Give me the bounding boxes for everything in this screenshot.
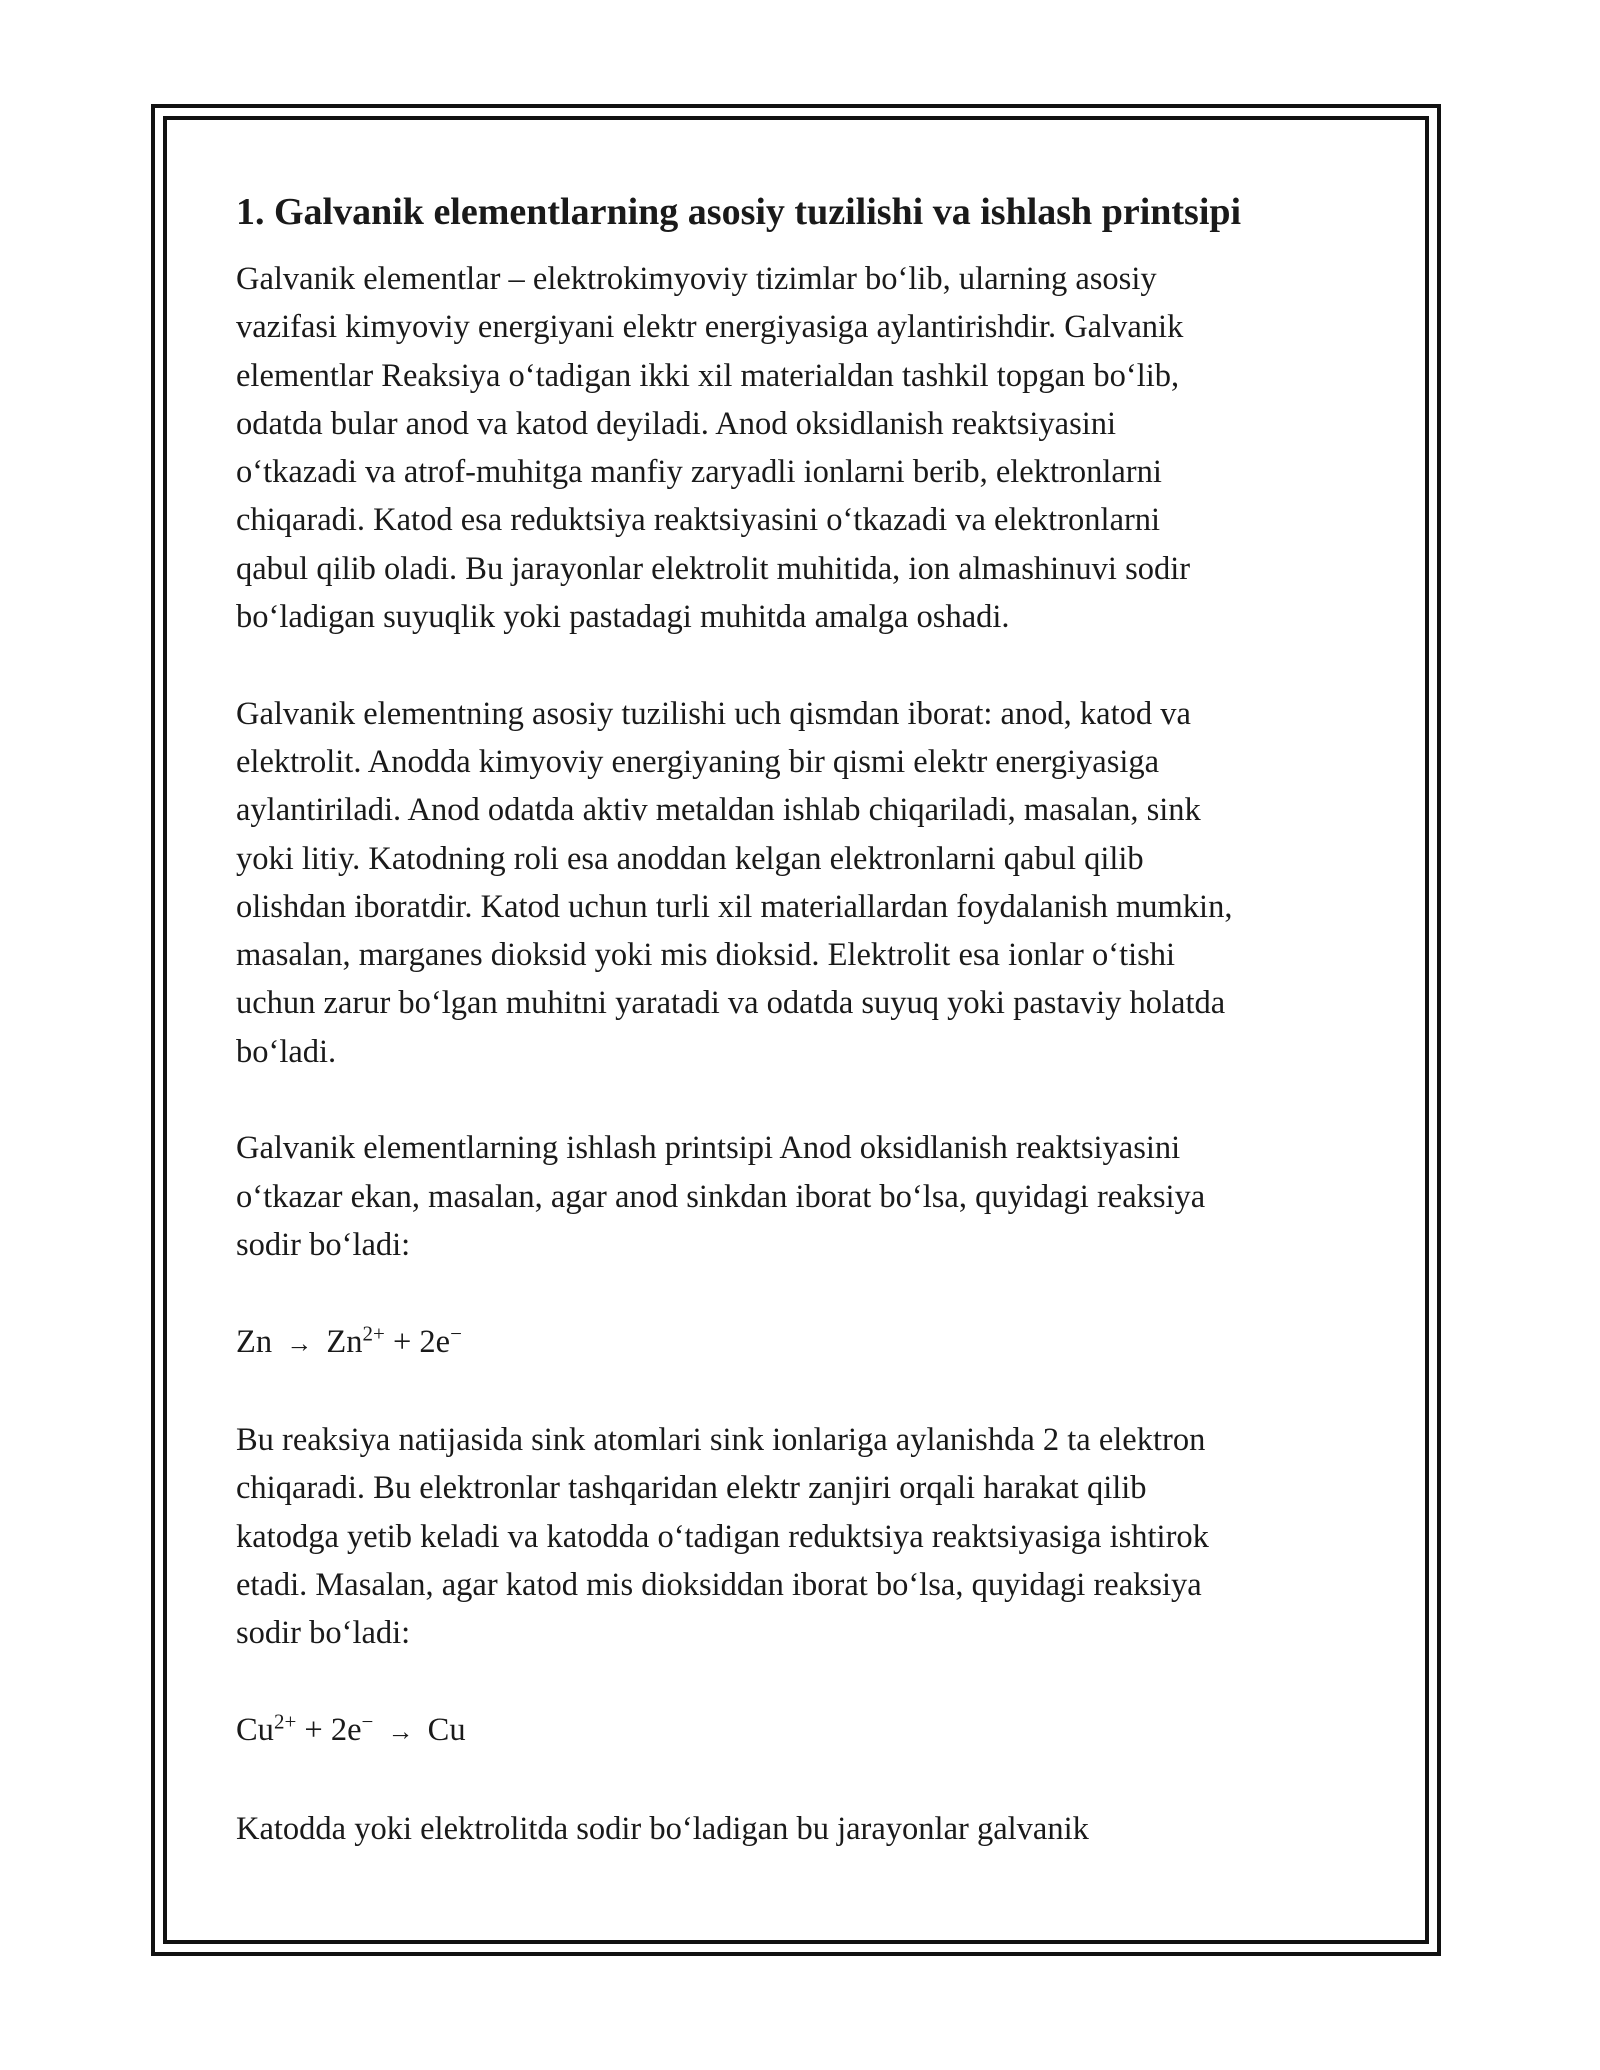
text-line: Galvanik elementning asosiy tuzilishi uch qismdan iborat: anod, katod va	[236, 695, 1191, 732]
text-line: boʻladigan suyuqlik yoki pastadagi muhitda amalga oshadi.	[236, 599, 1010, 636]
text-line: boʻladi.	[236, 1033, 337, 1070]
text-line: Galvanik elementlarning ishlash printsipi Anod oksidlanish reaktsiyasini	[236, 1130, 1181, 1167]
text-line: chiqaradi. Katod esa reduktsiya reaktsiyasini oʻtkazadi va elektronlarni	[236, 502, 1161, 539]
text-line: sodir boʻladi:	[236, 1226, 411, 1263]
paragraph-intro	[236, 255, 1366, 641]
anode-reaction-equation	[236, 1318, 1366, 1368]
text-line: uchun zarur boʻlgan muhitni yaratadi va odatda suyuq yoki pastaviy holatda	[236, 985, 1226, 1022]
document-body	[236, 186, 1366, 1901]
paragraph-closing	[236, 1805, 1366, 1853]
formula-ion: Cu	[236, 1711, 274, 1748]
text-line: oʻtkazadi va atrof-muhitga manfiy zaryadli ionlarni berib, elektronlarni	[236, 454, 1162, 491]
text-line: Bu reaksiya natijasida sink atomlari sink ionlariga aylanishda 2 ta elektron	[236, 1422, 1206, 1459]
text-line: yoki litiy. Katodning roli esa anoddan kelgan elektronlarni qabul qilib	[236, 840, 1144, 877]
formula-electrons: + 2e	[392, 1323, 451, 1360]
text-line: katodga yetib keladi va katodda oʻtadigan reduktsiya reaktsiyasiga ishtirok	[236, 1518, 1209, 1555]
text-line: Galvanik elementlar – elektrokimyoviy tizimlar boʻlib, ularning asosiy	[236, 261, 1157, 297]
formula-ion-charge: 2+	[362, 1320, 385, 1345]
text-line: sodir boʻladi:	[236, 1615, 411, 1652]
text-line: elektrolit. Anodda kimyoviy energiyaning bir qismi elektr energiyasiga	[236, 743, 1160, 780]
text-line: elementlar Reaksiya oʻtadigan ikki xil materialdan tashkil topgan boʻlib,	[236, 357, 1180, 394]
paragraph-structure	[236, 690, 1366, 1076]
text-line: masalan, marganes dioksid yoki mis dioksid. Elektrolit esa ionlar oʻtishi	[236, 937, 1176, 974]
text-line: etadi. Masalan, agar katod mis dioksiddan iborat boʻlsa, quyidagi reaksiya	[236, 1567, 1202, 1604]
cathode-reaction-equation	[236, 1706, 1366, 1756]
text-line: vazifasi kimyoviy energiyani elektr energiyasiga aylantirishdir. Galvanik	[236, 309, 1184, 346]
text-line: aylantiriladi. Anod odatda aktiv metaldan ishlab chiqariladi, masalan, sink	[236, 792, 1201, 829]
paragraph-electrons	[236, 1416, 1366, 1657]
formula-electron-charge: −	[361, 1709, 374, 1734]
formula-product: Cu	[427, 1711, 466, 1748]
formula-reactant: Zn	[236, 1323, 273, 1360]
text-line: odatda bular anod va katod deyiladi. Anod oksidlanish reaktsiyasini	[236, 405, 1117, 442]
section-heading: 1. Galvanik elementlarning asosiy tuzilishi va ishlash printsipi	[236, 191, 1242, 233]
reaction-arrow: →	[286, 1328, 313, 1358]
formula-electron-charge: −	[450, 1320, 462, 1345]
reaction-arrow: →	[387, 1716, 414, 1746]
text-line: oʻtkazar ekan, masalan, agar anod sinkdan iborat boʻlsa, quyidagi reaksiya	[236, 1178, 1206, 1215]
formula-ion: Zn	[326, 1323, 363, 1360]
paragraph-principle	[236, 1124, 1366, 1269]
text-line: olishdan iboratdir. Katod uchun turli xil materiallardan foydalanish mumkin,	[236, 888, 1233, 925]
text-line: chiqaradi. Bu elektronlar tashqaridan elektr zanjiri orqali harakat qilib	[236, 1470, 1147, 1507]
text-line: qabul qilib oladi. Bu jarayonlar elektrolit muhitida, ion almashinuvi sodir	[236, 550, 1191, 587]
formula-electrons: + 2e	[304, 1711, 362, 1748]
formula-ion-charge: 2+	[273, 1709, 297, 1734]
text-line: Katodda yoki elektrolitda sodir boʻladigan bu jarayonlar galvanik	[236, 1810, 1089, 1847]
